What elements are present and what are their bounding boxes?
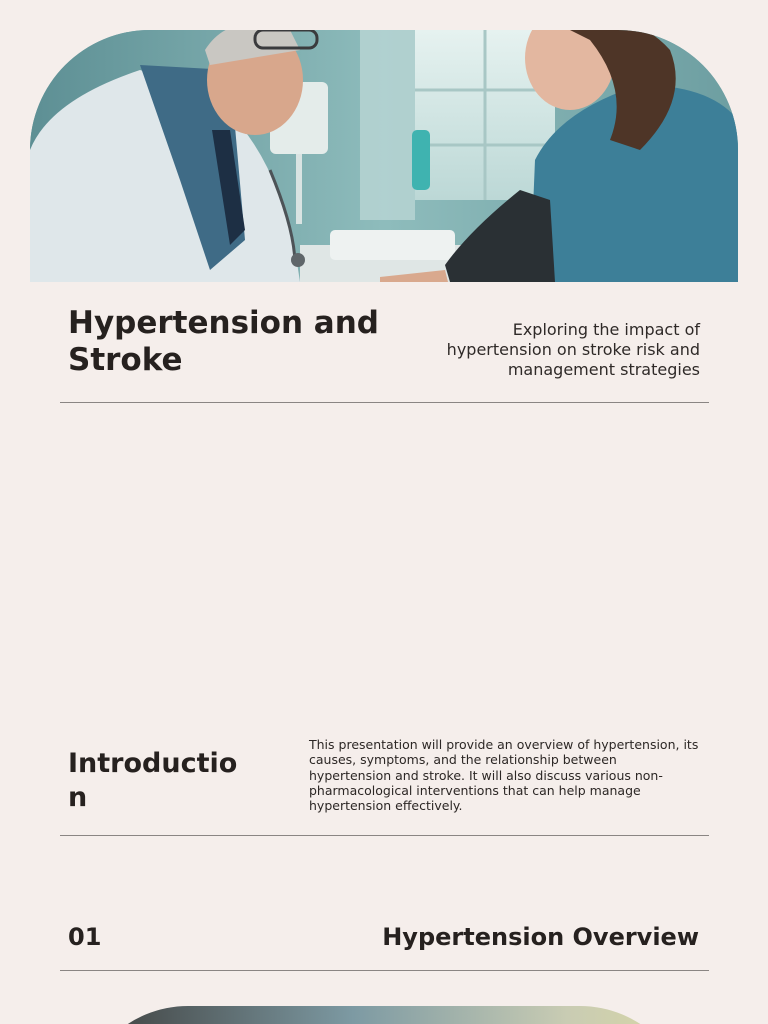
hero-photo-illustration (30, 30, 738, 282)
divider (60, 970, 709, 971)
section-image (78, 1006, 690, 1024)
intro-body: This presentation will provide an overview of hypertension, its causes, symptoms, and the relationship between hypertension and stroke. It will also discuss various non-pharmacological interventions that can help manage hypertension effectively. (309, 737, 699, 814)
section-photo-illustration (78, 1006, 690, 1024)
page-subtitle: Exploring the impact of hypertension on stroke risk and management strategies (446, 320, 700, 379)
divider (60, 835, 709, 836)
divider (60, 402, 709, 403)
hero-image (30, 30, 738, 282)
intro-heading: Introduction (68, 748, 238, 813)
page-title: Hypertension and Stroke (68, 305, 379, 378)
section-number: 01 (68, 923, 102, 951)
section-title: Hypertension Overview (382, 923, 699, 951)
